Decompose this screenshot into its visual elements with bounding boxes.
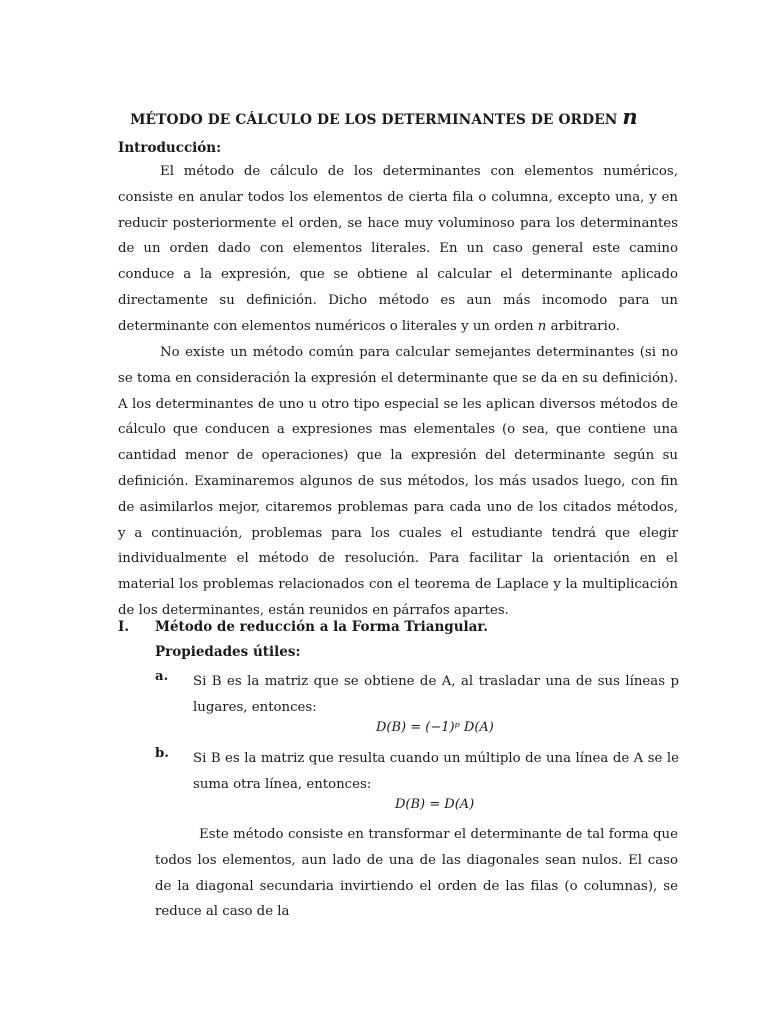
item-b-letter: b. xyxy=(155,746,169,761)
item-a-letter: a. xyxy=(155,669,169,684)
title-text: MÉTODO DE CÁLCULO DE LOS DETERMINANTES DE ORDEN xyxy=(130,112,618,128)
intro-paragraph-1 xyxy=(118,159,678,340)
properties-heading: Propiedades útiles: xyxy=(155,644,301,660)
item-b-text: Si B es la matriz que resulta cuando un múltiplo de una línea de A se le suma otra línea, entonces: xyxy=(193,751,679,792)
formula-b: D(B) = D(A) xyxy=(395,797,475,812)
intro-p2-text: No existe un método común para calcular semejantes determinantes (si no se toma en consideración la expresión el determinante que se da en su definición). A los determinantes de uno u otro tipo especial se les aplican diversos métodos de cálculo que conducen a expresiones mas elementales (o sea, que contiene una cantidad menor de operaciones) que la expresión del determinante según su definición. Examinaremos algunos de sus métodos, los más usados luego, con fin de asimilarlos mejor, citaremos problemas para cada uno de los citados métodos, y a continuación, problemas para los cuales el estudiante tendrá que elegir individualmente el método de resolución. Para facilitar la orientación en el material los problemas relacionados con el teorema de Laplace y la multiplicación de los determinantes, están reunidos en párrafos apartes. xyxy=(118,345,678,618)
formula-a: D(B) = (−1)ᵖ D(A) xyxy=(376,720,494,735)
section-number: I. xyxy=(118,619,130,635)
section-title: Método de reducción a la Forma Triangular. xyxy=(155,619,488,635)
intro-paragraph-2 xyxy=(118,340,678,624)
intro-p1-variable: n xyxy=(537,318,547,334)
document-title xyxy=(0,104,768,129)
intro-p1-text-a: El método de cálculo de los determinantes con elementos numéricos, consiste en anular todos los elementos de cierta fila o columna, excepto una, y en reducir posteriormente el orden, se hace muy voluminoso para los determinantes de un orden dado con elementos literales. En un caso general este camino conduce a la expresión, que se obtiene al calcular el determinante aplicado directamente su definición. Dicho método es aun más incomodo para un determinante con elementos numéricos o literales y un orden xyxy=(118,164,678,334)
title-symbol-n: n xyxy=(622,104,638,129)
method-paragraph-text: Este método consiste en transformar el determinante de tal forma que todos los elementos, aun lado de una de las diagonales sean nulos. El caso de la diagonal secundaria invirtiendo el orden de las filas (o columnas), se reduce al caso de la xyxy=(155,827,678,920)
item-a-text: Si B es la matriz que se obtiene de A, al trasladar una de sus líneas p lugares, entonces: xyxy=(193,674,679,715)
intro-p1-text-b: arbitrario. xyxy=(550,318,620,334)
method-paragraph xyxy=(155,822,678,925)
intro-heading: Introducción: xyxy=(118,140,222,156)
